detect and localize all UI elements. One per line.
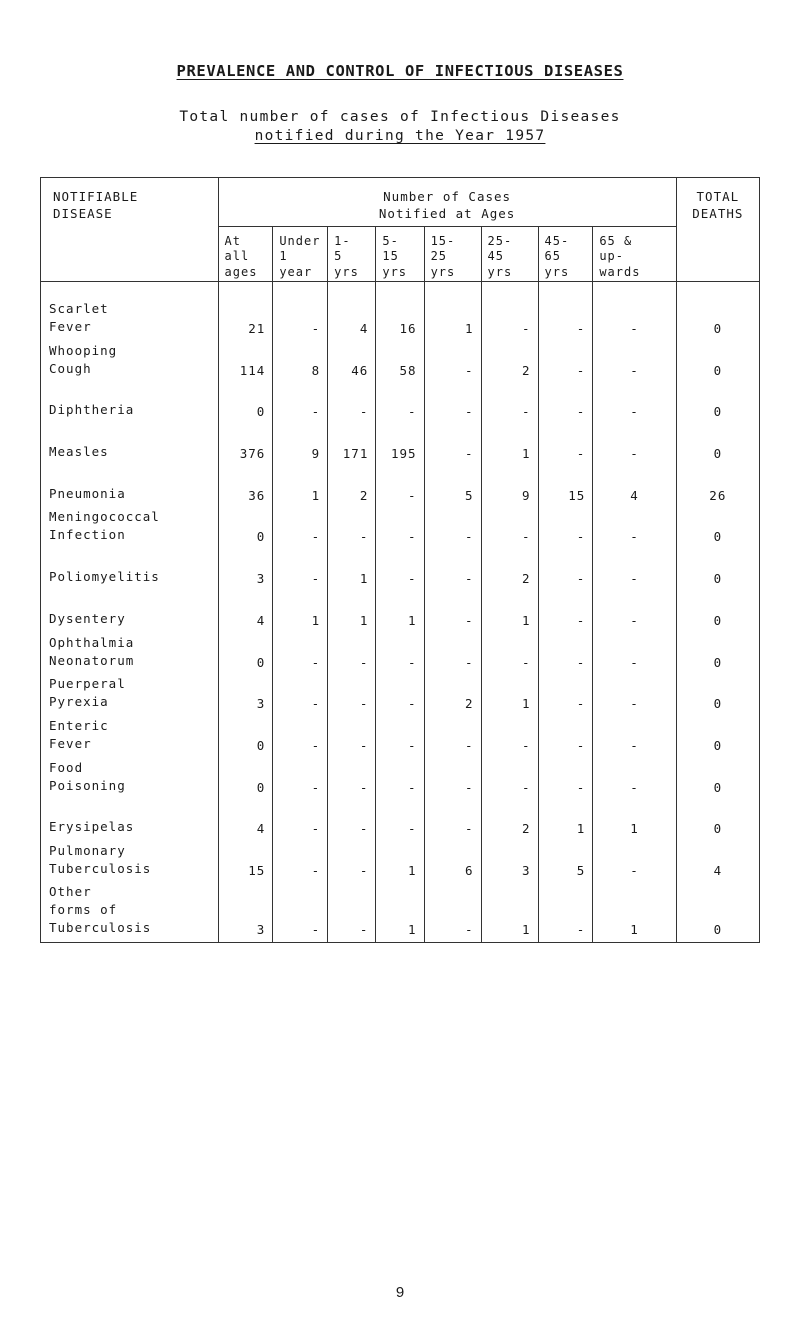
case-count-cell: - xyxy=(538,883,593,943)
case-count-cell: - xyxy=(593,549,676,591)
case-count-cell: 4 xyxy=(593,466,676,508)
case-count-cell: 1 xyxy=(376,841,424,883)
case-count-cell: - xyxy=(273,716,328,758)
case-count-cell: - xyxy=(593,282,676,342)
case-count-cell: - xyxy=(481,282,538,342)
case-count-cell: 1 xyxy=(481,675,538,717)
case-count-cell: 4 xyxy=(218,800,273,842)
case-count-cell: 15 xyxy=(218,841,273,883)
case-count-cell: - xyxy=(481,716,538,758)
case-count-cell: 195 xyxy=(376,424,424,466)
disease-name: Whooping Cough xyxy=(41,341,219,383)
case-count-cell: 1 xyxy=(376,591,424,633)
case-count-cell: - xyxy=(273,758,328,800)
table-row xyxy=(41,341,760,383)
total-deaths-cell: 26 xyxy=(676,466,759,508)
case-count-cell: 0 xyxy=(218,758,273,800)
header-notifiable-disease: NOTIFIABLE DISEASE xyxy=(41,178,219,282)
table-row xyxy=(41,424,760,466)
case-count-cell: - xyxy=(481,633,538,675)
case-count-cell: - xyxy=(376,466,424,508)
case-count-cell: 6 xyxy=(424,841,481,883)
case-count-cell: - xyxy=(328,675,376,717)
case-count-cell: 171 xyxy=(328,424,376,466)
header-age-column: 1- 5 yrs xyxy=(328,227,376,282)
case-count-cell: 5 xyxy=(424,466,481,508)
case-count-cell: 3 xyxy=(218,883,273,943)
total-deaths-cell: 0 xyxy=(676,716,759,758)
case-count-cell: 1 xyxy=(328,591,376,633)
case-count-cell: - xyxy=(424,508,481,550)
case-count-cell: - xyxy=(328,383,376,425)
case-count-cell: - xyxy=(273,633,328,675)
disease-name: Puerperal Pyrexia xyxy=(41,675,219,717)
page-number: 9 xyxy=(395,1284,405,1301)
case-count-cell: 58 xyxy=(376,341,424,383)
case-count-cell: - xyxy=(593,758,676,800)
case-count-cell: 0 xyxy=(218,508,273,550)
case-count-cell: - xyxy=(538,549,593,591)
table-row xyxy=(41,675,760,717)
total-deaths-cell: 0 xyxy=(676,282,759,342)
case-count-cell: - xyxy=(328,716,376,758)
total-deaths-cell: 0 xyxy=(676,675,759,717)
case-count-cell: - xyxy=(593,383,676,425)
disease-name: Poliomyelitis xyxy=(41,549,219,591)
total-deaths-cell: 0 xyxy=(676,383,759,425)
header-age-column: 45- 65 yrs xyxy=(538,227,593,282)
case-count-cell: 9 xyxy=(481,466,538,508)
case-count-cell: 1 xyxy=(538,800,593,842)
total-deaths-cell: 0 xyxy=(676,758,759,800)
case-count-cell: 1 xyxy=(273,591,328,633)
case-count-cell: 2 xyxy=(481,800,538,842)
case-count-cell: 1 xyxy=(328,549,376,591)
table-row xyxy=(41,383,760,425)
total-deaths-cell: 0 xyxy=(676,591,759,633)
case-count-cell: 16 xyxy=(376,282,424,342)
total-deaths-cell: 0 xyxy=(676,633,759,675)
case-count-cell: 1 xyxy=(424,282,481,342)
infectious-diseases-table xyxy=(40,177,760,943)
table-row xyxy=(41,591,760,633)
case-count-cell: 3 xyxy=(218,675,273,717)
case-count-cell: - xyxy=(328,841,376,883)
total-deaths-cell: 0 xyxy=(676,549,759,591)
case-count-cell: 9 xyxy=(273,424,328,466)
header-number-of-cases: Number of Cases Notified at Ages xyxy=(218,178,676,227)
case-count-cell: - xyxy=(273,549,328,591)
case-count-cell: - xyxy=(424,716,481,758)
case-count-cell: - xyxy=(538,716,593,758)
case-count-cell: - xyxy=(538,383,593,425)
case-count-cell: - xyxy=(538,758,593,800)
case-count-cell: - xyxy=(328,508,376,550)
total-deaths-cell: 0 xyxy=(676,341,759,383)
disease-name: Dysentery xyxy=(41,591,219,633)
case-count-cell: - xyxy=(593,341,676,383)
case-count-cell: 2 xyxy=(328,466,376,508)
table-row xyxy=(41,800,760,842)
disease-name: Scarlet Fever xyxy=(41,282,219,342)
header-age-column: 65 & up- wards xyxy=(593,227,676,282)
header-age-column: 15- 25 yrs xyxy=(424,227,481,282)
case-count-cell: - xyxy=(593,841,676,883)
case-count-cell: 1 xyxy=(481,591,538,633)
total-deaths-cell: 0 xyxy=(676,800,759,842)
case-count-cell: - xyxy=(538,675,593,717)
case-count-cell: - xyxy=(424,758,481,800)
case-count-cell: 1 xyxy=(273,466,328,508)
header-age-column: At all ages xyxy=(218,227,273,282)
case-count-cell: 2 xyxy=(481,341,538,383)
table-row xyxy=(41,466,760,508)
table-row xyxy=(41,716,760,758)
case-count-cell: 3 xyxy=(218,549,273,591)
case-count-cell: - xyxy=(328,883,376,943)
case-count-cell: - xyxy=(538,341,593,383)
disease-name: Meningococcal Infection xyxy=(41,508,219,550)
case-count-cell: 46 xyxy=(328,341,376,383)
case-count-cell: 21 xyxy=(218,282,273,342)
header-age-column: 5- 15 yrs xyxy=(376,227,424,282)
header-age-column: 25- 45 yrs xyxy=(481,227,538,282)
disease-name: Erysipelas xyxy=(41,800,219,842)
case-count-cell: - xyxy=(273,883,328,943)
case-count-cell: - xyxy=(424,549,481,591)
case-count-cell: - xyxy=(481,508,538,550)
table-row xyxy=(41,841,760,883)
case-count-cell: - xyxy=(376,508,424,550)
case-count-cell: - xyxy=(538,424,593,466)
disease-name: Other forms of Tuberculosis xyxy=(41,883,219,943)
table-row xyxy=(41,758,760,800)
case-count-cell: - xyxy=(481,383,538,425)
case-count-cell: 114 xyxy=(218,341,273,383)
total-deaths-cell: 0 xyxy=(676,424,759,466)
case-count-cell: - xyxy=(538,633,593,675)
case-count-cell: - xyxy=(273,282,328,342)
case-count-cell: 1 xyxy=(481,883,538,943)
case-count-cell: 1 xyxy=(593,883,676,943)
case-count-cell: 0 xyxy=(218,716,273,758)
case-count-cell: 1 xyxy=(376,883,424,943)
case-count-cell: - xyxy=(481,758,538,800)
header-total-deaths: TOTAL DEATHS xyxy=(676,178,759,282)
table-row xyxy=(41,508,760,550)
table-row xyxy=(41,633,760,675)
case-count-cell: - xyxy=(424,633,481,675)
case-count-cell: 3 xyxy=(481,841,538,883)
case-count-cell: - xyxy=(593,716,676,758)
disease-name: Pulmonary Tuberculosis xyxy=(41,841,219,883)
case-count-cell: 8 xyxy=(273,341,328,383)
case-count-cell: 5 xyxy=(538,841,593,883)
header-age-column: Under 1 year xyxy=(273,227,328,282)
disease-name: Diphtheria xyxy=(41,383,219,425)
case-count-cell: 2 xyxy=(481,549,538,591)
case-count-cell: - xyxy=(424,424,481,466)
disease-name: Food Poisoning xyxy=(41,758,219,800)
table-row xyxy=(41,883,760,943)
disease-name: Pneumonia xyxy=(41,466,219,508)
table-row xyxy=(41,282,760,342)
case-count-cell: - xyxy=(593,591,676,633)
case-count-cell: - xyxy=(273,383,328,425)
case-count-cell: - xyxy=(538,508,593,550)
case-count-cell: 4 xyxy=(328,282,376,342)
case-count-cell: 2 xyxy=(424,675,481,717)
disease-name: Ophthalmia Neonatorum xyxy=(41,633,219,675)
case-count-cell: - xyxy=(328,800,376,842)
table-row xyxy=(41,549,760,591)
disease-name: Measles xyxy=(41,424,219,466)
total-deaths-cell: 4 xyxy=(676,841,759,883)
case-count-cell: - xyxy=(376,633,424,675)
case-count-cell: - xyxy=(273,800,328,842)
subtitle-line-1: Total number of cases of Infectious Diseases xyxy=(179,109,621,125)
case-count-cell: - xyxy=(593,675,676,717)
case-count-cell: - xyxy=(376,716,424,758)
case-count-cell: - xyxy=(376,383,424,425)
total-deaths-cell: 0 xyxy=(676,508,759,550)
case-count-cell: - xyxy=(538,282,593,342)
case-count-cell: - xyxy=(593,508,676,550)
case-count-cell: - xyxy=(376,800,424,842)
case-count-cell: - xyxy=(424,883,481,943)
case-count-cell: - xyxy=(593,424,676,466)
case-count-cell: - xyxy=(424,383,481,425)
case-count-cell: 4 xyxy=(218,591,273,633)
case-count-cell: - xyxy=(424,341,481,383)
case-count-cell: - xyxy=(273,508,328,550)
case-count-cell: - xyxy=(593,633,676,675)
case-count-cell: 0 xyxy=(218,383,273,425)
case-count-cell: 15 xyxy=(538,466,593,508)
case-count-cell: - xyxy=(328,633,376,675)
page-title: PREVALENCE AND CONTROL OF INFECTIOUS DISEASES xyxy=(176,62,624,80)
subtitle-line-2: notified during the Year 1957 xyxy=(254,128,546,144)
case-count-cell: 0 xyxy=(218,633,273,675)
case-count-cell: - xyxy=(376,675,424,717)
total-deaths-cell: 0 xyxy=(676,883,759,943)
case-count-cell: - xyxy=(273,675,328,717)
case-count-cell: 376 xyxy=(218,424,273,466)
case-count-cell: - xyxy=(424,800,481,842)
case-count-cell: 36 xyxy=(218,466,273,508)
case-count-cell: - xyxy=(273,841,328,883)
case-count-cell: - xyxy=(328,758,376,800)
case-count-cell: 1 xyxy=(481,424,538,466)
case-count-cell: - xyxy=(538,591,593,633)
case-count-cell: - xyxy=(376,549,424,591)
case-count-cell: - xyxy=(424,591,481,633)
disease-name: Enteric Fever xyxy=(41,716,219,758)
case-count-cell: - xyxy=(376,758,424,800)
case-count-cell: 1 xyxy=(593,800,676,842)
